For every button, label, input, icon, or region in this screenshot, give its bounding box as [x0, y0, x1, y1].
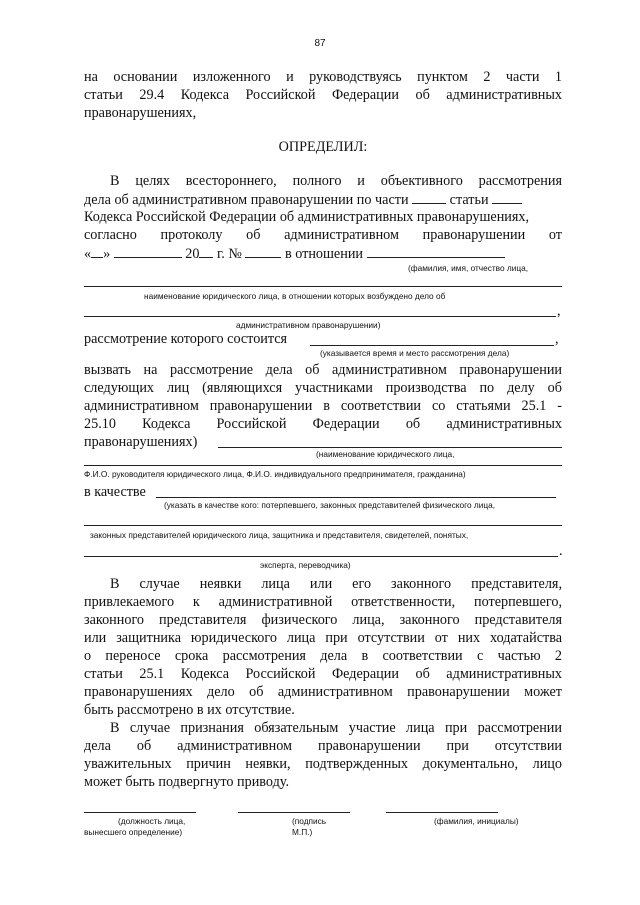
experts-line[interactable] — [84, 556, 558, 557]
decision-heading: ОПРЕДЕЛИЛ: — [278, 139, 368, 155]
p1-line-3: Кодекса Российской Федерации об административных правонарушениях, — [84, 209, 530, 225]
reps-line[interactable] — [84, 525, 562, 526]
p1-line-2-text: дела об административном правонарушении по части — [84, 192, 409, 208]
page-number: 87 — [314, 38, 326, 49]
summon-line-2: следующих лиц (являющихся участниками производства по делу об — [84, 380, 562, 396]
protocol-month-field[interactable] — [114, 244, 182, 258]
caption-fio: (фамилия, имя, отчество лица, — [408, 263, 529, 273]
drive-line-4: может быть подвергнуто приводу. — [84, 774, 290, 790]
drive-line-3: уважительных причин неявки, подтвержденных документально, лицо — [84, 756, 562, 772]
caption-representatives: законных представителей юридического лица, защитника и представителя, свидетелей, понятых, — [90, 530, 469, 540]
initials-line[interactable] — [386, 812, 498, 813]
p1-article-label: статьи — [449, 192, 489, 208]
p1-line-1: В целях всестороннего, полного и объективного рассмотрения — [110, 173, 562, 189]
legal-entity-line[interactable] — [84, 286, 562, 287]
protocol-number-field[interactable] — [245, 244, 281, 258]
year-suffix-number-label: г. № — [217, 246, 242, 262]
case-line-comma: , — [557, 303, 561, 319]
participant-name-field[interactable] — [218, 447, 562, 448]
experts-line-period: . — [559, 543, 563, 559]
position-signature-line[interactable] — [84, 812, 196, 813]
article-number-field[interactable] — [492, 190, 522, 204]
year-prefix: 20 — [185, 246, 200, 262]
caption-entity-name: (наименование юридического лица, — [316, 449, 455, 459]
quote-open: « — [84, 246, 92, 262]
caption-stamp: М.П.) — [292, 827, 313, 837]
case-line[interactable] — [84, 316, 556, 317]
caption-signature: (подпись — [292, 816, 327, 826]
absence-line-3: законного представителя физического лица, законного представителя — [84, 612, 562, 628]
consideration-comma: , — [555, 331, 559, 347]
protocol-day-field[interactable] — [91, 244, 103, 258]
protocol-year-field[interactable] — [199, 244, 213, 258]
quote-close: » — [103, 246, 111, 262]
person-regarding-field[interactable] — [367, 244, 505, 258]
summon-line-3: административном правонарушении в соответствии со статьями 25.1 - — [84, 398, 562, 414]
caption-admin-offense: административном правонарушении) — [236, 320, 381, 330]
drive-line-1: В случае признания обязательным участие лица при рассмотрении — [110, 720, 562, 736]
caption-legal-entity: наименование юридического лица, в отношении которых возбуждено дело об — [144, 291, 446, 301]
caption-capacity: (указать в качестве кого: потерпевшего, законных представителей физического лица, — [164, 500, 496, 510]
regarding-label: в отношении — [284, 246, 364, 262]
absence-line-7: правонарушениях дело об административном правонарушении может — [84, 684, 562, 700]
capacity-label: в качестве — [84, 484, 146, 500]
p1-line-4: согласно протоколу об административном правонарушении от — [84, 227, 562, 243]
consideration-field[interactable] — [310, 345, 554, 346]
summon-line-1: вызвать на рассмотрение дела об административном правонарушении — [84, 362, 562, 378]
summon-line-4: 25.10 Кодекса Российской Федерации об административных — [84, 416, 562, 432]
caption-position: (должность лица, — [118, 816, 186, 826]
signature-line[interactable] — [238, 812, 350, 813]
caption-time-place: (указывается время и место рассмотрения дела) — [320, 348, 510, 358]
absence-line-4: или защитника юридического лица при отсутствии от них ходатайства — [84, 630, 562, 646]
p1-line-5 — [84, 244, 562, 263]
drive-line-2: дела об административном правонарушении при отсутствии — [84, 738, 562, 754]
capacity-field[interactable] — [156, 497, 556, 498]
caption-initials: (фамилия, инициалы) — [434, 816, 519, 826]
caption-fio-list: Ф.И.О. руководителя юридического лица, Ф.И.О. индивидуального предпринимателя, гражданина) — [84, 469, 466, 479]
intro-line-3: правонарушениях, — [84, 105, 197, 121]
p1-line-2 — [84, 190, 562, 209]
caption-experts: эксперта, переводчика) — [260, 560, 351, 570]
summon-offenses-label: правонарушениях) — [84, 434, 198, 450]
absence-line-8: быть рассмотрено в их отсутствие. — [84, 702, 295, 718]
consideration-label: рассмотрение которого состоится — [84, 331, 288, 347]
intro-line-1: на основании изложенного и руководствуясь пунктом 2 части 1 — [84, 69, 562, 85]
absence-line-6: статьи 25.1 Кодекса Российской Федерации об административных — [84, 666, 562, 682]
capacity-line — [84, 483, 562, 501]
absence-line-5: о переносе срока рассмотрения дела в соответствии с частью 2 — [84, 648, 562, 664]
caption-position-2: вынесшего определение) — [84, 827, 183, 837]
participant-fio-line[interactable] — [84, 465, 562, 466]
absence-line-1: В случае неявки лица или его законного представителя, — [110, 576, 562, 592]
part-number-field[interactable] — [412, 190, 446, 204]
intro-line-2: статьи 29.4 Кодекса Российской Федерации об административных — [84, 87, 562, 103]
absence-line-2: привлекаемого к административной ответственности, потерпевшего, — [84, 594, 562, 610]
